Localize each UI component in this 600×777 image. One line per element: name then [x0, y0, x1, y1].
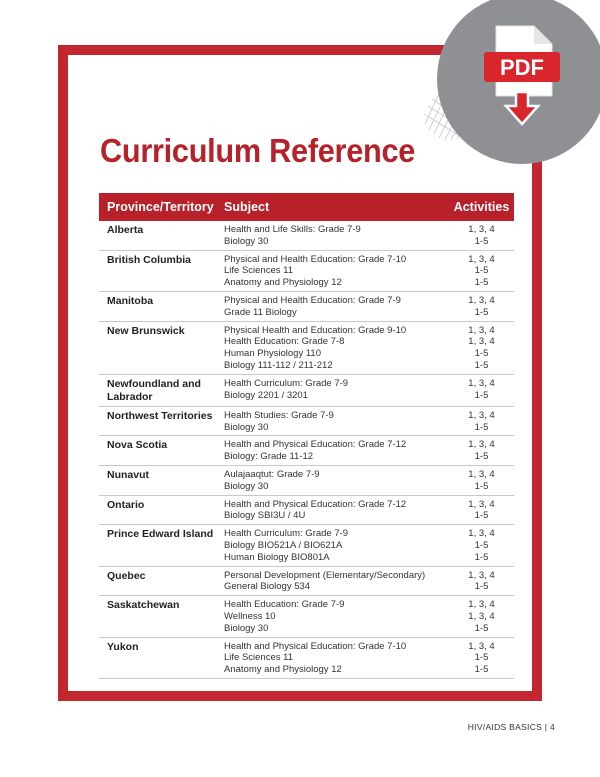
activities-cell — [449, 410, 514, 434]
province-cell: Ontario — [107, 498, 145, 511]
subject-line: Aulajaaqtut: Grade 7-9 — [224, 468, 320, 480]
province-cell: Prince Edward Island — [107, 528, 214, 541]
activity-line: 1-5 — [474, 306, 489, 318]
activity-line: 1-5 — [474, 480, 489, 492]
activity-line: 1-5 — [474, 652, 489, 664]
subject-line: Biology BIO521A / BIO621A — [224, 539, 343, 551]
table-row — [99, 525, 514, 566]
activity-line: 1, 3, 4 — [468, 409, 495, 421]
subject-cell — [217, 224, 449, 248]
province-cell: New Brunswick — [107, 324, 185, 337]
subject-cell — [217, 570, 449, 594]
activities-cell — [449, 570, 514, 594]
table-row — [99, 221, 514, 251]
table-row — [99, 596, 514, 637]
activities-cell — [449, 469, 514, 493]
activity-line: 1, 3, 4 — [468, 569, 495, 581]
activity-line: 1-5 — [474, 389, 489, 401]
table-row — [99, 496, 514, 526]
subject-line: Health and Physical Education: Grade 7-12 — [224, 498, 407, 510]
activities-cell — [449, 325, 514, 372]
province-cell: Alberta — [107, 224, 144, 236]
subject-line: Health and Physical Education: Grade 7-10 — [224, 640, 407, 652]
subject-cell — [217, 325, 449, 372]
subject-line: Grade 11 Biology — [224, 306, 297, 318]
subject-cell — [217, 599, 449, 634]
activity-line: 1-5 — [474, 510, 489, 522]
subject-cell — [217, 439, 449, 463]
subject-cell — [217, 528, 449, 563]
activities-cell — [449, 439, 514, 463]
page-footer: HIV/AIDS BASICS | 4 — [467, 722, 555, 732]
subject-cell — [217, 469, 449, 493]
activity-line: 1-5 — [474, 348, 489, 360]
subject-line: Anatomy and Physiology 12 — [224, 277, 342, 289]
subject-line: Health Education: Grade 7-9 — [224, 599, 345, 611]
activities-cell — [449, 641, 514, 676]
activity-line: 1, 3, 4 — [468, 498, 495, 510]
province-cell: Yukon — [107, 640, 139, 653]
subject-line: Health and Life Skills: Grade 7-9 — [224, 224, 361, 235]
activity-line: 1-5 — [474, 235, 489, 247]
subject-line: Physical and Health Education: Grade 7-9 — [224, 294, 401, 306]
activity-line: 1, 3, 4 — [468, 253, 495, 265]
subject-line: Life Sciences 11 — [224, 652, 294, 664]
activity-line: 1-5 — [474, 539, 489, 551]
activities-cell — [449, 295, 514, 319]
subject-cell — [217, 499, 449, 523]
activity-line: 1, 3, 4 — [468, 468, 495, 480]
subject-cell — [217, 295, 449, 319]
province-cell: Quebec — [107, 569, 146, 582]
activity-line: 1, 3, 4 — [468, 336, 495, 348]
activities-cell — [449, 224, 514, 248]
subject-line: Health Curriculum: Grade 7-9 — [224, 528, 349, 540]
subject-line: Biology 30 — [224, 480, 269, 492]
activity-line: 1, 3, 4 — [468, 324, 495, 336]
activities-cell — [449, 499, 514, 523]
activity-line: 1-5 — [474, 421, 489, 433]
table-row — [99, 567, 514, 597]
table-header — [99, 193, 514, 221]
subject-line: Biology 2201 / 3201 — [224, 389, 308, 401]
table-row — [99, 638, 514, 679]
subject-line: Life Sciences 11 — [224, 265, 294, 277]
subject-line: Biology 30 — [224, 235, 269, 247]
header-province: Province/Territory — [107, 200, 214, 214]
activity-line: 1, 3, 4 — [468, 528, 495, 540]
activities-cell — [449, 254, 514, 289]
province-cell: Nunavut — [107, 468, 149, 481]
activity-line: 1-5 — [474, 664, 489, 676]
activities-cell — [449, 599, 514, 634]
activity-line: 1, 3, 4 — [468, 599, 495, 611]
activity-line: 1-5 — [474, 277, 489, 289]
province-cell: British Columbia — [107, 253, 192, 266]
subject-line: Biology 111-112 / 211-212 — [224, 359, 333, 371]
activity-line: 1, 3, 4 — [468, 224, 495, 235]
activity-line: 1-5 — [474, 359, 489, 371]
subject-line: Biology: Grade 11-12 — [224, 451, 314, 463]
table-row — [99, 466, 514, 496]
activity-line: 1-5 — [474, 581, 489, 593]
province-cell: Saskatchewan — [107, 599, 180, 612]
table-row — [99, 292, 514, 322]
subject-line: Health and Physical Education: Grade 7-12 — [224, 439, 407, 451]
subject-cell — [217, 641, 449, 676]
subject-line: Physical and Health Education: Grade 7-10 — [224, 253, 407, 265]
subject-line: Biology SBI3U / 4U — [224, 510, 306, 522]
subject-line: Biology 30 — [224, 622, 269, 634]
curriculum-table — [99, 193, 514, 679]
subject-line: Human Physiology 110 — [224, 348, 321, 360]
subject-cell — [217, 410, 449, 434]
pdf-label: PDF — [500, 55, 544, 80]
activity-line: 1-5 — [474, 451, 489, 463]
activities-cell — [449, 528, 514, 563]
activity-line: 1, 3, 4 — [468, 640, 495, 652]
table-row — [99, 375, 514, 407]
subject-line: Health Studies: Grade 7-9 — [224, 409, 334, 421]
province-cell: Nova Scotia — [107, 439, 168, 452]
activity-line: 1, 3, 4 — [468, 294, 495, 306]
header-subject: Subject — [224, 200, 270, 214]
activity-line: 1, 3, 4 — [468, 439, 495, 451]
header-activities: Activities — [453, 200, 510, 214]
subject-cell — [217, 254, 449, 289]
activity-line: 1, 3, 4 — [468, 610, 495, 622]
subject-line: Human Biology BIO801A — [224, 551, 330, 563]
province-cell: Manitoba — [107, 294, 154, 307]
table-body — [99, 221, 514, 679]
activity-line: 1, 3, 4 — [468, 377, 495, 389]
table-row — [99, 322, 514, 375]
subject-line: General Biology 534 — [224, 581, 311, 593]
subject-line: Anatomy and Physiology 12 — [224, 664, 342, 676]
table-row — [99, 251, 514, 292]
subject-line: Health Curriculum: Grade 7-9 — [224, 377, 349, 389]
province-cell: Northwest Territories — [107, 409, 213, 422]
province-cell: Newfoundland and Labrador — [107, 377, 201, 403]
pdf-download-icon[interactable] — [482, 22, 562, 132]
subject-line: Biology 30 — [224, 421, 269, 433]
subject-line: Wellness 10 — [224, 610, 276, 622]
subject-cell — [217, 378, 449, 404]
table-row — [99, 407, 514, 437]
table-row — [99, 436, 514, 466]
activities-cell — [449, 378, 514, 404]
activity-line: 1-5 — [474, 622, 489, 634]
subject-line: Physical Health and Education: Grade 9-10 — [224, 324, 407, 336]
page-title: Curriculum Reference — [100, 132, 416, 169]
subject-line: Health Education: Grade 7-8 — [224, 336, 345, 348]
subject-line: Personal Development (Elementary/Secondary) — [224, 569, 426, 581]
activity-line: 1-5 — [474, 551, 489, 563]
activity-line: 1-5 — [474, 265, 489, 277]
